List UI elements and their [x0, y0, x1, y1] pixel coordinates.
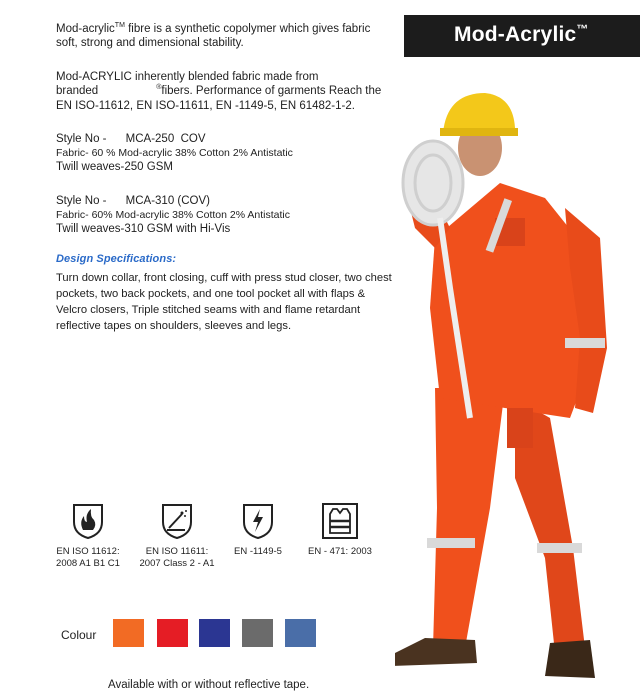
colour-swatch-grey[interactable] — [242, 619, 273, 647]
cert-en-iso-11612: EN ISO 11612: 2008 A1 B1 C1 — [48, 502, 128, 569]
antistatic-shield-icon — [241, 502, 275, 540]
blend-paragraph: Mod-ACRYLIC inherently blended fabric made from branded ®fibers. Performance of garments Reach the EN ISO-11612, EN ISO-11611, EN -1149-5, EN 61482-1-2. — [56, 71, 382, 112]
trademark-mark: ™ — [576, 22, 589, 36]
colour-swatch-orange[interactable] — [113, 619, 144, 647]
colour-swatch-royal-blue[interactable] — [285, 619, 316, 647]
intro-paragraph: Mod-acrylic™ fibre is a synthetic copolymer which gives fabric soft, strong and dimensional stability. — [56, 22, 371, 49]
colour-label: Colour — [61, 628, 97, 642]
colour-swatch-red[interactable] — [157, 619, 188, 647]
flame-shield-icon — [71, 502, 105, 540]
style-block-1: Style No - MCA-250 COV Fabric- 60 % Mod-acrylic 38% Cotton 2% Antistatic Twill weaves-250 GSM — [56, 133, 293, 173]
cert-en-iso-11611: EN ISO 11611: 2007 Class 2 - A1 — [132, 502, 222, 569]
design-specifications-body: Turn down collar, front closing, cuff with press stud closer, two chest pockets, two back pockets, and one tool pocket all with flaps & Velcro closers, Triple stitched seams with and flame retardant reflective tapes on shoulders, sleeves and legs. — [56, 272, 392, 332]
design-specifications-heading: Design Specifications: — [56, 253, 177, 265]
colour-swatch-navy[interactable] — [199, 619, 230, 647]
hi-vis-vest-icon — [321, 502, 359, 540]
cert-en-1149-5: EN -1149-5 — [228, 502, 288, 558]
product-title: Mod-Acrylic™ — [454, 22, 589, 46]
title-bar — [404, 15, 640, 57]
coverall-worker-illustration — [395, 88, 640, 683]
style-block-2: Style No - MCA-310 (COV) Fabric- 60% Mod-acrylic 38% Cotton 2% Antistatic Twill weaves-310 GSM with Hi-Vis — [56, 195, 291, 235]
welding-shield-icon — [160, 502, 194, 540]
cert-en-471: EN - 471: 2003 — [300, 502, 380, 558]
reflective-tape-note: Available with or without reflective tape. — [108, 679, 310, 691]
